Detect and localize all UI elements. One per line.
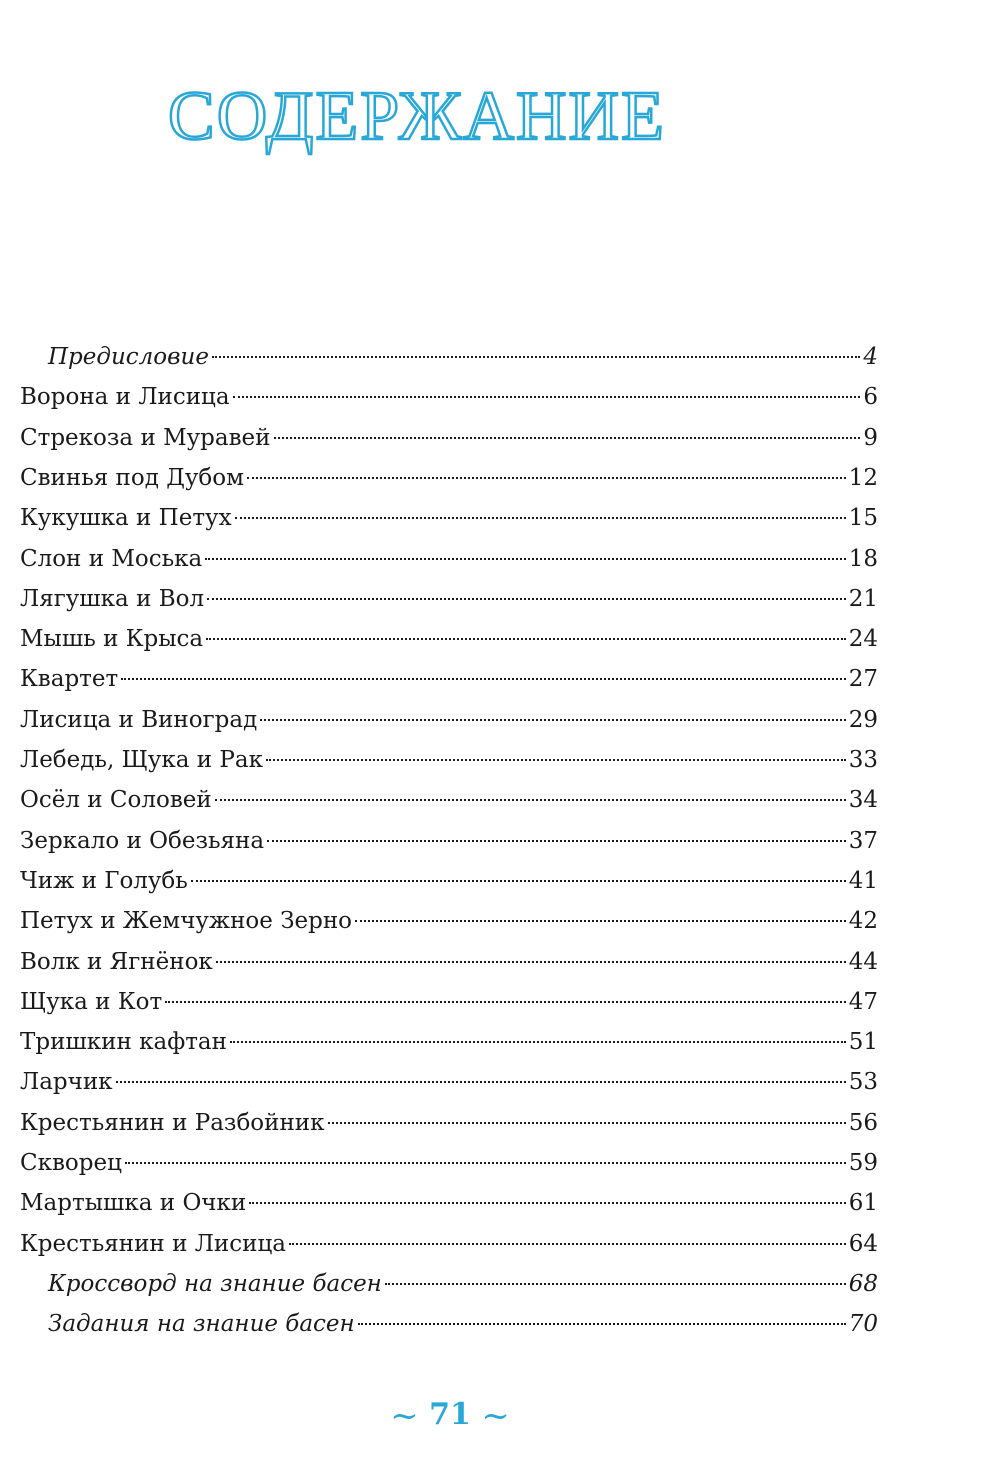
toc-entry-page: 27	[848, 666, 878, 693]
toc-entry-title: Тришкин кафтан	[20, 1029, 227, 1056]
dot-leader	[230, 1041, 846, 1043]
toc-entry-title: Предисловие	[48, 344, 209, 370]
toc-entry-page: 59	[848, 1150, 878, 1176]
dot-leader	[267, 840, 846, 842]
toc-entry-page: 34	[848, 787, 878, 814]
dot-leader	[233, 396, 861, 398]
toc-entry-title: Мышь и Крыса	[20, 626, 204, 653]
toc-entry-page: 9	[863, 424, 878, 451]
toc-entry-title: Крестьянин и Лисица	[20, 1230, 286, 1257]
right-ornament-icon: ~	[481, 1396, 510, 1436]
toc-entry-page: 70	[848, 1311, 878, 1338]
dot-leader	[289, 1243, 846, 1245]
toc-entry-page: 18	[848, 545, 878, 572]
toc-entry	[20, 743, 878, 777]
dot-leader	[266, 759, 846, 761]
toc-entry	[20, 864, 878, 898]
page-number: 71	[429, 1397, 471, 1432]
toc-entry-title: Скворец	[20, 1150, 122, 1176]
toc-entry	[20, 985, 878, 1019]
dot-leader	[121, 678, 845, 680]
dot-leader	[191, 880, 846, 882]
toc-entry-page: 64	[848, 1230, 878, 1257]
toc-entry-page: 68	[848, 1270, 878, 1297]
toc-entry-title: Стрекоза и Муравей	[20, 424, 271, 451]
toc-entry	[20, 945, 878, 979]
toc-entry-title: Задания на знание басен	[48, 1311, 355, 1338]
toc-entry	[20, 582, 878, 616]
toc-entry-page: 37	[848, 827, 878, 854]
dot-leader	[355, 920, 846, 922]
toc-entry-page: 6	[863, 384, 878, 411]
dot-leader	[116, 1081, 846, 1083]
toc-entry-page: 42	[848, 908, 878, 935]
dot-leader	[206, 638, 846, 640]
toc-entry-title: Волк и Ягнёнок	[20, 948, 213, 975]
toc-entry	[20, 1065, 878, 1099]
toc-entry-page: 53	[848, 1069, 878, 1096]
toc-entry-title: Свинья под Дубом	[20, 464, 245, 491]
toc-entry	[20, 1227, 878, 1261]
toc-entry-page: 61	[848, 1190, 878, 1217]
toc-entry	[20, 904, 878, 938]
dot-leader	[358, 1323, 846, 1325]
toc-entry	[20, 662, 878, 696]
toc-entry-title: Кроссворд на знание басен	[48, 1270, 382, 1297]
dot-leader	[215, 799, 846, 801]
toc-entry	[48, 1267, 878, 1301]
toc-entry-title: Лебедь, Щука и Рак	[20, 747, 263, 773]
toc-entry-page: 41	[848, 867, 878, 894]
toc-entry-title: Квартет	[20, 666, 119, 693]
toc-entry-page: 44	[848, 948, 878, 975]
page-footer	[0, 1396, 900, 1436]
toc-entry	[20, 542, 878, 576]
dot-leader	[125, 1162, 846, 1164]
dot-leader	[247, 477, 846, 479]
toc-entry-page: 51	[848, 1029, 878, 1056]
toc-entry	[20, 1106, 878, 1140]
toc-entry-page: 4	[863, 344, 878, 370]
toc-entry-title: Ворона и Лисица	[20, 384, 230, 411]
toc-entry-title: Петух и Жемчужное Зерно	[20, 908, 353, 935]
toc-entry-title: Слон и Моська	[20, 545, 203, 572]
left-ornament-icon: ~	[390, 1396, 419, 1436]
page-title: СОДЕРЖАНИЕ	[168, 78, 666, 155]
toc-entry-page: 29	[848, 706, 878, 733]
dot-leader	[249, 1202, 846, 1204]
toc-entry-page: 21	[848, 585, 878, 612]
toc-entry-title: Лягушка и Вол	[20, 585, 205, 612]
dot-leader	[165, 1001, 846, 1003]
dot-leader	[216, 961, 846, 963]
toc-entry	[20, 501, 878, 535]
toc-entry-page: 56	[848, 1109, 878, 1136]
toc-entry	[20, 622, 878, 656]
toc-entry	[20, 1146, 878, 1180]
toc-entry-title: Кукушка и Петух	[20, 505, 232, 532]
toc-entry-title: Крестьянин и Разбойник	[20, 1109, 325, 1136]
dot-leader	[328, 1122, 846, 1124]
toc-entry	[20, 421, 878, 455]
toc-entry-title: Зеркало и Обезьяна	[20, 827, 265, 854]
toc-entry-page: 15	[848, 505, 878, 532]
toc-entry-title: Щука и Кот	[20, 988, 163, 1015]
toc-entry-title: Лисица и Виноград	[20, 706, 258, 733]
toc-entry	[48, 1307, 878, 1341]
dot-leader	[235, 517, 846, 519]
dot-leader	[385, 1283, 846, 1285]
toc-entry	[20, 703, 878, 737]
toc-entry	[20, 824, 878, 858]
dot-leader	[212, 356, 860, 358]
dot-leader	[274, 437, 861, 439]
toc-entry-title: Ларчик	[20, 1069, 113, 1096]
toc-entry-title: Чиж и Голубь	[20, 867, 188, 894]
toc-entry-title: Осёл и Соловей	[20, 787, 212, 814]
toc-entry	[48, 340, 878, 374]
toc-entry-page: 33	[848, 747, 878, 773]
toc-entry	[20, 380, 878, 414]
toc-entry-page: 24	[848, 626, 878, 653]
dot-leader	[205, 558, 845, 560]
dot-leader	[207, 598, 846, 600]
toc-entry	[20, 783, 878, 817]
toc-entry	[20, 1186, 878, 1220]
toc-entry-page: 47	[848, 988, 878, 1015]
toc-entry	[20, 1025, 878, 1059]
toc-entry-title: Мартышка и Очки	[20, 1190, 247, 1217]
dot-leader	[260, 719, 845, 721]
toc-entry	[20, 461, 878, 495]
toc-entry-page: 12	[848, 464, 878, 491]
